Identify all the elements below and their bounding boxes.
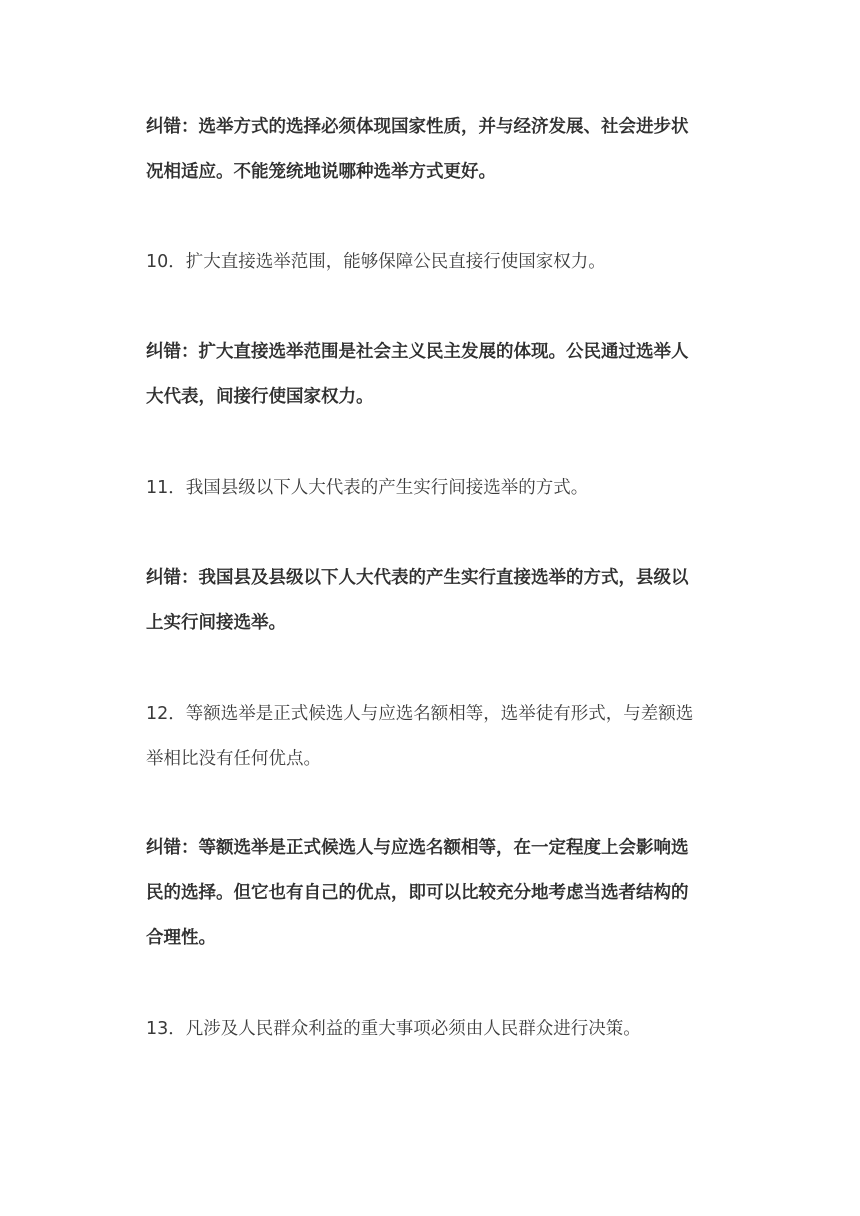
text-line: 举相比没有任何优点。 (146, 749, 321, 769)
question-paragraph (146, 692, 726, 782)
correction-paragraph (146, 105, 726, 195)
text-line: 合理性。 (146, 928, 216, 948)
text-line: 12．等额选举是正式候选人与应选名额相等，选举徒有形式，与差额选 (146, 704, 694, 724)
correction-paragraph (146, 556, 726, 646)
text-line: 纠错：等额选举是正式候选人与应选名额相等，在一定程度上会影响选 (146, 838, 689, 858)
question-paragraph (146, 240, 726, 285)
text-line: 况相适应。不能笼统地说哪种选举方式更好。 (146, 162, 496, 182)
text-line: 民的选择。但它也有自己的优点，即可以比较充分地考虑当选者结构的 (146, 883, 689, 903)
question-paragraph (146, 1007, 726, 1052)
text-line: 13．凡涉及人民群众利益的重大事项必须由人民群众进行决策。 (146, 1019, 641, 1039)
text-line: 纠错：我国县及县级以下人大代表的产生实行直接选举的方式，县级以 (146, 568, 689, 588)
text-line: 上实行间接选举。 (146, 613, 286, 633)
text-line: 10．扩大直接选举范围，能够保障公民直接行使国家权力。 (146, 252, 606, 272)
correction-paragraph (146, 330, 726, 420)
correction-paragraph (146, 826, 726, 961)
text-line: 纠错：选举方式的选择必须体现国家性质，并与经济发展、社会进步状 (146, 117, 689, 137)
text-line: 纠错：扩大直接选举范围是社会主义民主发展的体现。公民通过选举人 (146, 342, 689, 362)
text-line: 大代表，间接行使国家权力。 (146, 387, 374, 407)
question-paragraph (146, 466, 726, 511)
text-line: 11．我国县级以下人大代表的产生实行间接选举的方式。 (146, 478, 589, 498)
